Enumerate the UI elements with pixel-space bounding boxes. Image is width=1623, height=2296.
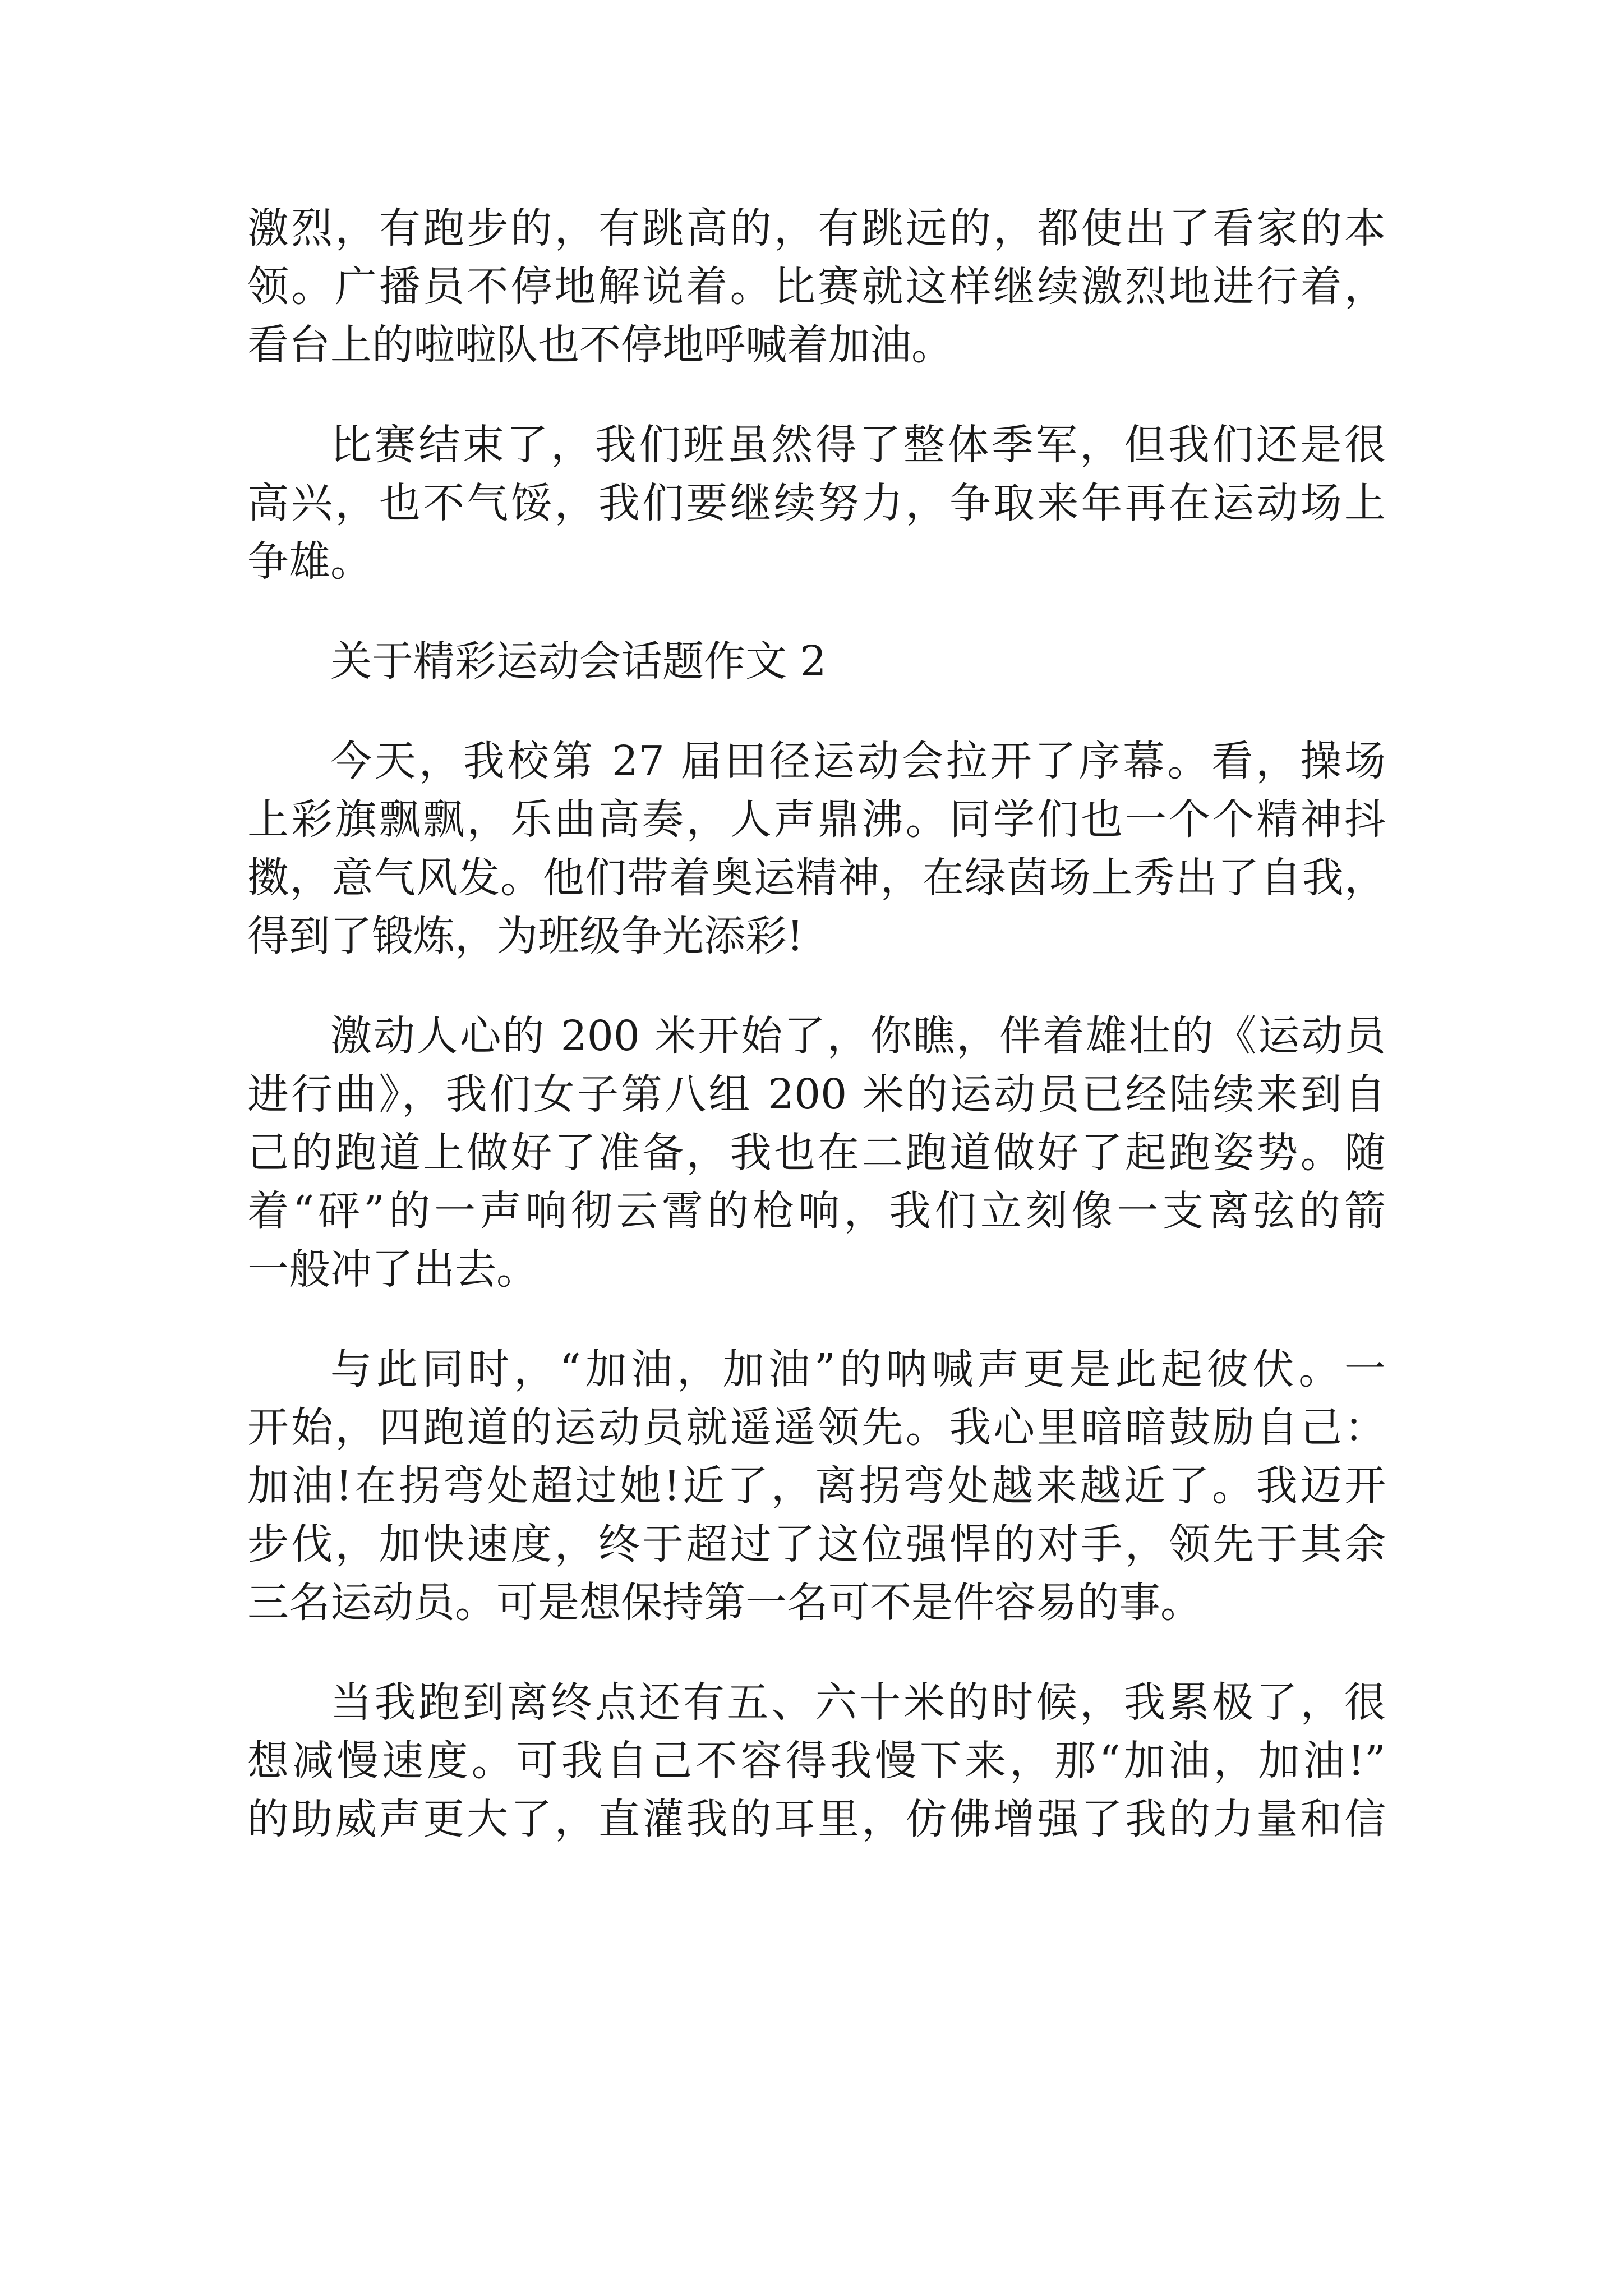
text-line: 一般冲了出去。 xyxy=(247,1245,538,1294)
text-line: 的助威声更大了，直灌我的耳里，仿佛增强了我的力量和信 xyxy=(247,1795,1386,1843)
paragraph-3 xyxy=(247,732,1386,965)
text-line: 高兴，也不气馁，我们要继续努力，争取来年再在运动场上 xyxy=(247,479,1386,527)
paragraph-gap xyxy=(247,965,1386,1007)
paragraph-1 xyxy=(247,199,1386,374)
text-line: 己的跑道上做好了准备，我也在二跑道做好了起跑姿势。随 xyxy=(247,1129,1386,1177)
text-line: 加油!在拐弯处超过她!近了，离拐弯处越来越近了。我迈开 xyxy=(247,1462,1386,1510)
paragraph-gap xyxy=(247,1632,1386,1673)
text-line: 开始，四跑道的运动员就遥遥领先。我心里暗暗鼓励自己： xyxy=(247,1404,1386,1452)
text-line: 领。广播员不停地解说着。比赛就这样继续激烈地进行着， xyxy=(247,263,1386,311)
text-line: 激动人心的 200 米开始了，你瞧，伴着雄壮的《运动员 xyxy=(330,1012,1386,1060)
text-line: 三名运动员。可是想保持第一名可不是件容易的事。 xyxy=(247,1579,1202,1627)
text-line: 进行曲》，我们女子第八组 200 米的运动员已经陆续来到自 xyxy=(247,1070,1386,1119)
text-line: 看台上的啦啦队也不停地呼喊着加油。 xyxy=(247,321,953,369)
text-line: 与此同时，“加油，加油”的呐喊声更是此起彼伏。一 xyxy=(330,1345,1386,1393)
section-heading: 关于精彩运动会话题作文 2 xyxy=(330,637,827,685)
paragraph-gap xyxy=(247,374,1386,416)
paragraph-4 xyxy=(247,1007,1386,1299)
text-line: 争雄。 xyxy=(247,537,372,586)
text-line: 激烈，有跑步的，有跳高的，有跳远的，都使出了看家的本 xyxy=(247,204,1386,252)
document-body xyxy=(247,199,1386,1848)
text-line: 上彩旗飘飘，乐曲高奏，人声鼎沸。同学们也一个个精神抖 xyxy=(247,795,1386,844)
paragraph-6 xyxy=(247,1673,1386,1848)
paragraph-gap xyxy=(247,1299,1386,1340)
text-line: 着“砰”的一声响彻云霄的枪响，我们立刻像一支离弦的箭 xyxy=(247,1187,1386,1235)
paragraph-gap xyxy=(247,691,1386,732)
text-line: 得到了锻炼，为班级争光添彩! xyxy=(247,912,804,960)
paragraph-2 xyxy=(247,416,1386,591)
text-line: 想减慢速度。可我自己不容得我慢下来，那“加油，加油!” xyxy=(247,1737,1386,1785)
text-line: 比赛结束了，我们班虽然得了整体季军，但我们还是很 xyxy=(330,421,1386,469)
paragraph-5 xyxy=(247,1340,1386,1632)
text-line: 擞，意气风发。他们带着奥运精神，在绿茵场上秀出了自我， xyxy=(247,854,1386,902)
text-line: 当我跑到离终点还有五、六十米的时候，我累极了，很 xyxy=(330,1678,1386,1727)
text-line: 今天，我校第 27 届田径运动会拉开了序幕。看，操场 xyxy=(330,737,1386,785)
paragraph-gap xyxy=(247,591,1386,632)
text-line: 步伐，加快速度，终于超过了这位强悍的对手，领先于其余 xyxy=(247,1520,1386,1568)
